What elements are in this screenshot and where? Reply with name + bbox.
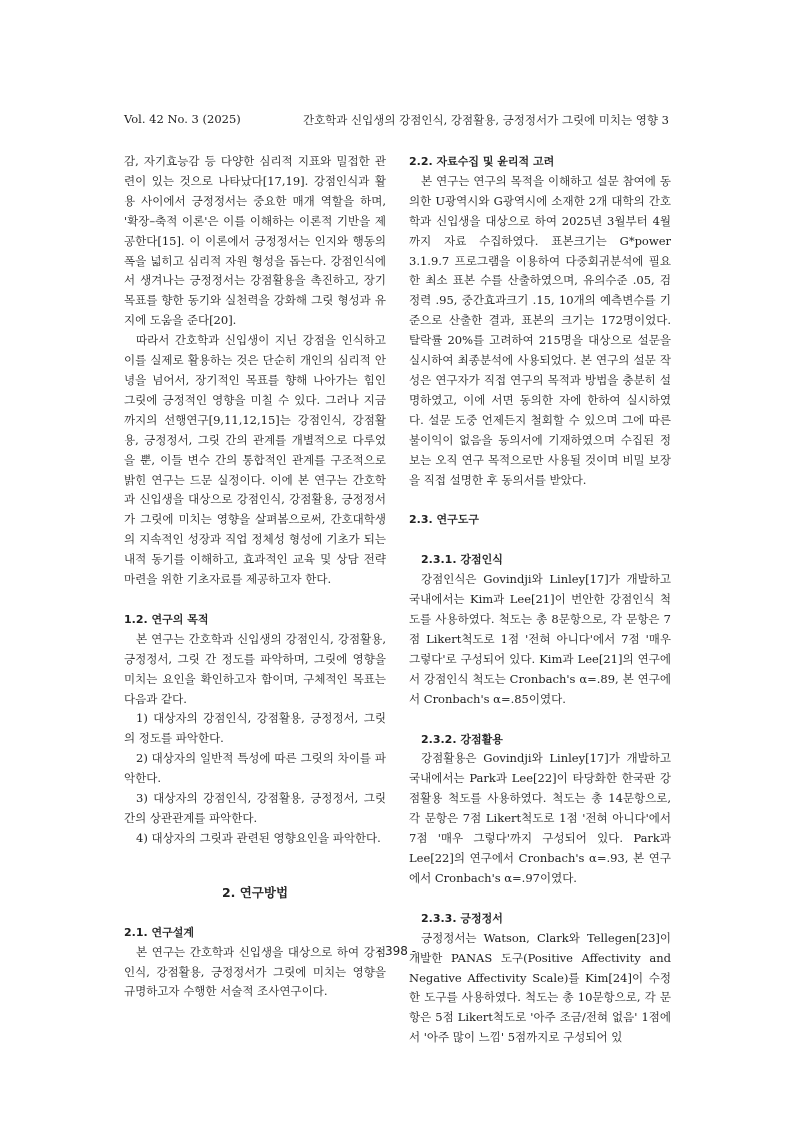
list-item: 3) 대상자의 강점인식, 강점활용, 긍정정서, 그릿 간의 상관관계를 파악한다. <box>124 791 386 825</box>
paragraph: 긍정정서는 Watson, Clark와 Tellegen[23]이 개발한 PANAS 도구(Positive Affectivity and Negative Affectivity Scale)를 Kim[24]이 수정한 도구를 사용하였다. 척도는 총 10문항으로, 각 문항은 5점 Likert척도로 '아주 조금/전혀 없음' 1점에서 '아주 많이 느낌' 5점까지로 구성되어 있 <box>409 930 671 1045</box>
section-heading-2-3: 2.3. 연구도구 <box>409 513 479 527</box>
running-title: 간호학과 신입생의 강점인식, 강점활용, 긍정정서가 그릿에 미치는 영향 3 <box>302 113 669 127</box>
paragraph: 따라서 간호학과 신입생이 지닌 강점을 인식하고 이를 실제로 활용하는 것은 단순히 개인의 심리적 안녕을 넘어서, 장기적인 목표를 향해 나아가는 힘인 그릿에 긍정적인 영향을 미칠 수 있다. 그러나 지금까지의 선행연구[9,11,12,15]는 강점인식, 강점활용, 긍정정서, 그릿 간의 관계를 개별적으로 다루었을 뿐, 이들 변수 간의 통합적인 관계를 구조적으로 밝힌 연구는 드문 실정이다. 이에 본 연구는 간호학과 신입생을 대상으로 강점인식, 강점활용, 긍정정서가 그릿에 미치는 영향을 살펴봄으로써, 간호대학생의 지속적인 성장과 직업 정체성 형성에 기초가 되는 내적 동기를 이해하고, 효과적인 교육 및 상담 전략 마련을 위한 기초자료를 제공하고자 한다. <box>124 333 386 587</box>
subsection-heading-2-3-3: 2.3.3. 긍정정서 <box>421 911 503 925</box>
paragraph: 본 연구는 간호학과 신입생의 강점인식, 강점활용, 긍정정서, 그릿 간 정도를 파악하며, 그릿에 영향을 미치는 요인을 확인하고자 함이며, 구체적인 목표는 다음과 같다. <box>124 631 386 706</box>
section-heading-2-2: 2.2. 자료수집 및 윤리적 고려 <box>409 155 555 168</box>
paragraph: 감, 자기효능감 등 다양한 심리적 지표와 밀접한 관련이 있는 것으로 나타났다[17,19]. 강점인식과 활용 사이에서 긍정정서는 중요한 매개 역할을 하며, '확장–축적 이론'은 이를 이해하는 이론적 기반을 제공한다[15]. 이 이론에서 긍정정서는 인지와 행동의 폭을 넓히고 심리적 자원 형성을 돕는다. 강점인식에서 생겨나는 긍정정서는 강점활용을 촉진하고, 장기 목표를 향한 동기와 실천력을 강화해 그릿 형성과 유지에 도움을 준다[20]. <box>124 154 386 328</box>
journal-volume: Vol. 42 No. 3 (2025) <box>124 112 241 126</box>
list-item: 1) 대상자의 강점인식, 강점활용, 긍정정서, 그릿의 정도를 파악한다. <box>124 711 386 746</box>
chapter-heading-2: 2. 연구방법 <box>221 884 289 900</box>
list-item: 2) 대상자의 일반적 특성에 따른 그릿의 차이를 파악한다. <box>124 751 386 786</box>
page-number: - 398 - <box>376 944 417 958</box>
paragraph: 강점인식은 Govindji와 Linley[17]가 개발하고 국내에서는 Kim과 Lee[21]이 번안한 강점인식 척도를 사용하였다. 척도는 총 8문항으로, 각 문항은 7점 Likert척도로 1점 '전혀 아니다'에서 7점 '매우 그렇다'로 구성되어 있다. Kim과 Lee[21]의 연구에서 강점인식 척도는 Cronbach's α=.89, 본 연구에서 Cronbach's α=.85이였다. <box>409 572 671 706</box>
paragraph: 본 연구는 연구의 목적을 이해하고 설문 참여에 동의한 U광역시와 G광역시에 소재한 2개 대학의 간호학과 신입생을 대상으로 하여 2025년 3월부터 4월까지 자료 수집하였다. 표본크기는 G*power 3.1.9.7 프로그램을 이용하여 다중회귀분석에 필요한 최소 표본 수를 산출하였으며, 유의수준 .05, 검정력 .95, 중간효과크기 .15, 10개의 예측변수를 기준으로 산출한 결과, 표본의 크기는 172명이었다. 탈락률 20%를 고려하여 215명을 대상으로 설문을 실시하여 최종분석에 사용되었다. 본 연구의 설문 작성은 연구자가 직접 연구의 목적과 방법을 충분히 설명하였고, 이에 서면 동의한 자에 한하여 실시하였다. 설문 도중 언제든지 철회할 수 있으며 그에 따른 불이익이 없음을 동의서에 기재하였으며 수집된 정보는 오직 연구 목적으로만 사용될 것이며 비밀 보장을 직접 설명한 후 동의서를 받았다. <box>409 173 671 487</box>
right-column <box>409 152 671 1048</box>
subsection-heading-2-3-1: 2.3.1. 강점인식 <box>421 553 503 567</box>
subsection-heading-2-3-2: 2.3.2. 강점활용 <box>421 732 503 746</box>
left-column <box>124 152 386 1002</box>
paragraph: 강점활용은 Govindji와 Linley[17]가 개발하고 국내에서는 Park과 Lee[22]이 타당화한 한국판 강점활용 척도를 사용하였다. 척도는 총 14문항으로, 각 문항은 7점 Likert척도로 1점 '전혀 아니다'에서 7점 '매우 그렇다'까지 구성되어 있다. Park과 Lee[22]의 연구에서 Cronbach's α=.93, 본 연구에서 Cronbach's α=.97이였다. <box>409 751 671 885</box>
section-heading-2-1: 2.1. 연구설계 <box>124 925 194 939</box>
section-heading-1-2: 1.2. 연구의 목적 <box>124 612 209 626</box>
paragraph: 본 연구는 간호학과 신입생을 대상으로 하여 강점인식, 강점활용, 긍정정서가 그릿에 미치는 영향을 규명하고자 수행한 서술적 조사연구이다. <box>124 944 386 999</box>
list-item: 4) 대상자의 그릿과 관련된 영향요인을 파악한다. <box>136 830 381 845</box>
